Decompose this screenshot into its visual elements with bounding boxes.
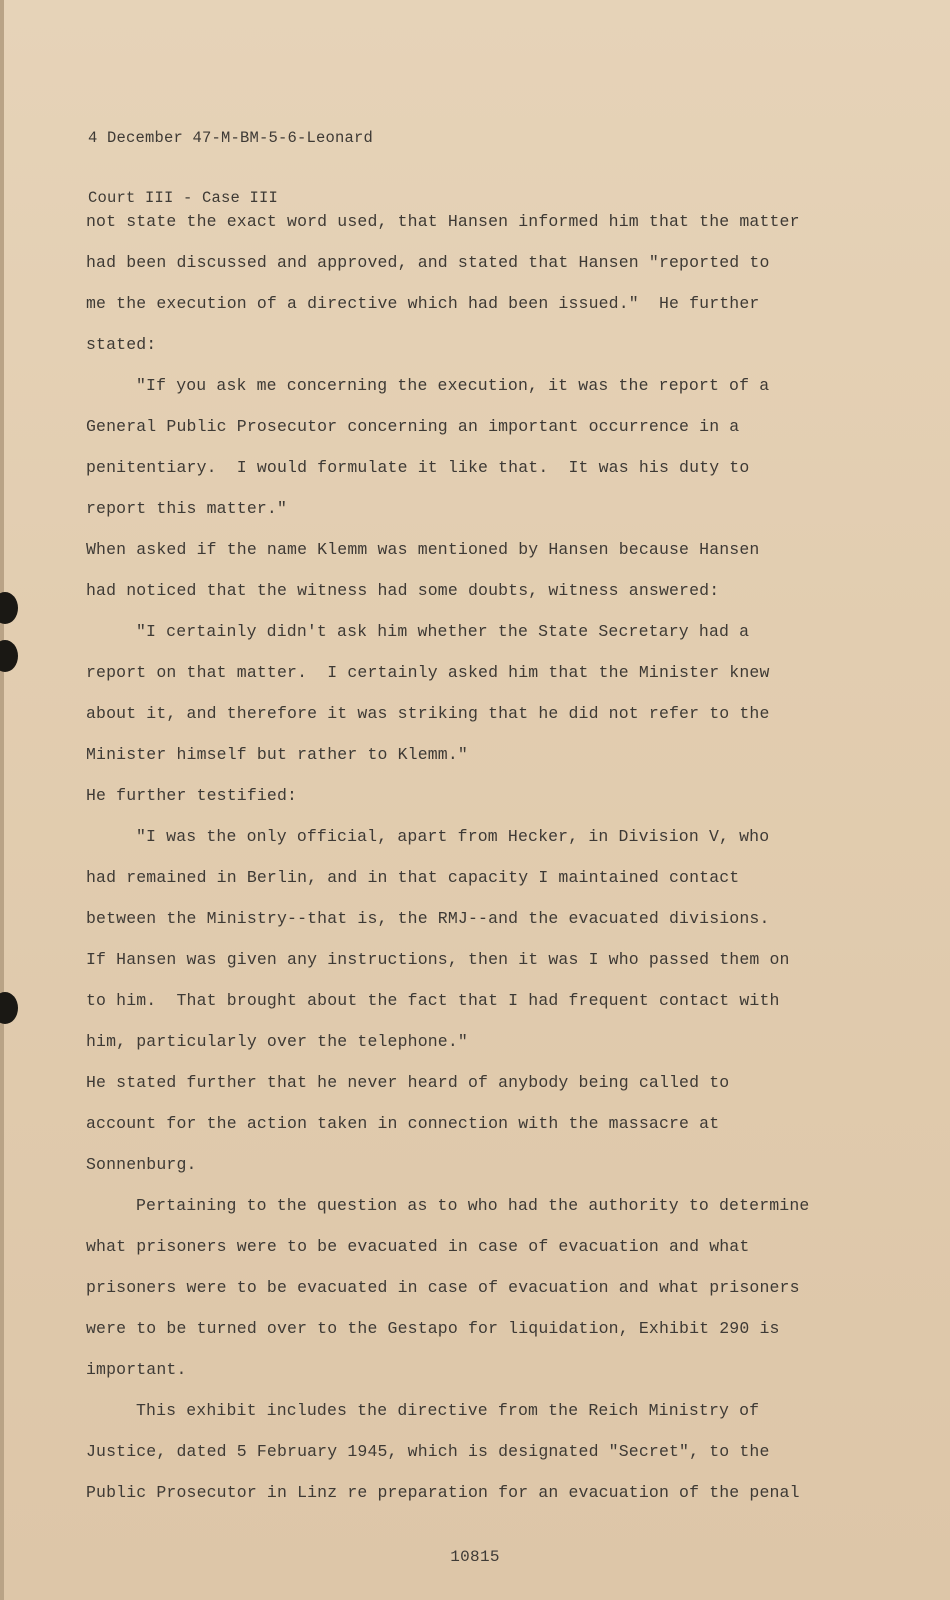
text-line: Sonnenburg. xyxy=(86,1155,197,1174)
header-line-1: 4 December 47-M-BM-5-6-Leonard xyxy=(88,129,374,147)
text-line: He stated further that he never heard of anybody being called to xyxy=(86,1073,730,1092)
text-line: me the execution of a directive which had been issued." He further xyxy=(86,294,760,313)
text-line: account for the action taken in connection with the massacre at xyxy=(86,1114,720,1133)
binder-hole-bottom xyxy=(0,992,18,1024)
text-line: If Hansen was given any instructions, then it was I who passed them on xyxy=(86,950,790,969)
text-line: about it, and therefore it was striking that he did not refer to the xyxy=(86,704,770,723)
text-line: "If you ask me concerning the execution, it was the report of a xyxy=(136,376,770,395)
text-line: him, particularly over the telephone." xyxy=(86,1032,468,1051)
text-line: "I certainly didn't ask him whether the State Secretary had a xyxy=(136,622,750,641)
text-line: Minister himself but rather to Klemm." xyxy=(86,745,468,764)
text-line: Justice, dated 5 February 1945, which is designated "Secret", to the xyxy=(86,1442,770,1461)
text-line: between the Ministry--that is, the RMJ--and the evacuated divisions. xyxy=(86,909,770,928)
text-line: Public Prosecutor in Linz re preparation for an evacuation of the penal xyxy=(86,1483,800,1502)
text-line: He further testified: xyxy=(86,786,298,805)
text-line: had been discussed and approved, and stated that Hansen "reported to xyxy=(86,253,770,272)
text-line: Pertaining to the question as to who had the authority to determine xyxy=(136,1196,810,1215)
header-line-2: Court III - Case III xyxy=(88,189,279,207)
text-line: stated: xyxy=(86,335,157,354)
text-line: report on that matter. I certainly asked him that the Minister knew xyxy=(86,663,770,682)
binder-hole-middle xyxy=(0,640,18,672)
text-line: When asked if the name Klemm was mentioned by Hansen because Hansen xyxy=(86,540,760,559)
document-body-text xyxy=(86,212,866,1524)
text-line: prisoners were to be evacuated in case of evacuation and what prisoners xyxy=(86,1278,800,1297)
text-line: General Public Prosecutor concerning an important occurrence in a xyxy=(86,417,740,436)
binder-hole-top xyxy=(0,592,18,624)
text-line: what prisoners were to be evacuated in case of evacuation and what xyxy=(86,1237,750,1256)
text-line: report this matter." xyxy=(86,499,288,518)
text-line: had noticed that the witness had some doubts, witness answered: xyxy=(86,581,720,600)
text-line: penitentiary. I would formulate it like that. It was his duty to xyxy=(86,458,750,477)
text-line: to him. That brought about the fact that I had frequent contact with xyxy=(86,991,780,1010)
page-number: 10815 xyxy=(450,1548,500,1566)
text-line: had remained in Berlin, and in that capacity I maintained contact xyxy=(86,868,740,887)
text-line: not state the exact word used, that Hansen informed him that the matter xyxy=(86,212,800,231)
text-line: important. xyxy=(86,1360,187,1379)
text-line: This exhibit includes the directive from the Reich Ministry of xyxy=(136,1401,760,1420)
text-line: were to be turned over to the Gestapo for liquidation, Exhibit 290 is xyxy=(86,1319,780,1338)
page-edge-shadow xyxy=(0,0,4,1600)
text-line: "I was the only official, apart from Hecker, in Division V, who xyxy=(136,827,770,846)
